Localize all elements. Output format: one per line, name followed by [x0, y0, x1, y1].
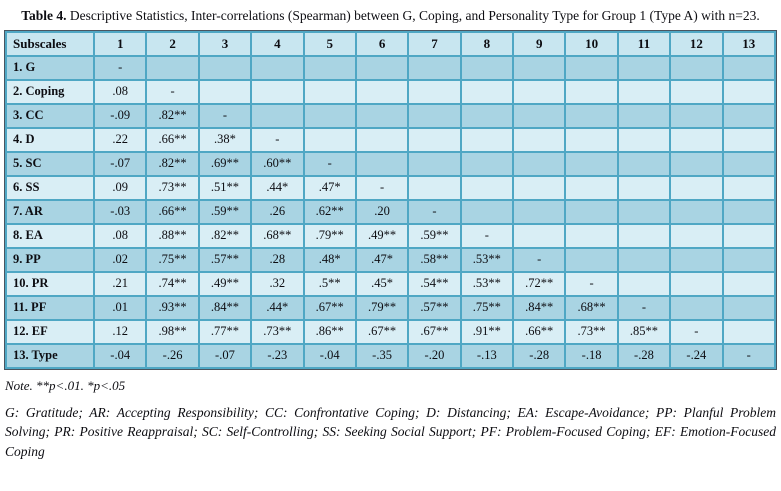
table-outer-border	[4, 30, 777, 370]
empty-cell	[356, 152, 408, 176]
empty-cell	[723, 104, 776, 128]
correlation-cell: .73**	[146, 176, 198, 200]
correlation-cell: .51**	[199, 176, 251, 200]
correlation-cell: .53**	[461, 272, 513, 296]
correlation-cell: .68**	[251, 224, 303, 248]
table-row	[6, 56, 775, 80]
empty-cell	[199, 56, 251, 80]
correlation-cell: .49**	[199, 272, 251, 296]
empty-cell	[408, 128, 460, 152]
correlation-cell: -.20	[408, 344, 460, 368]
empty-cell	[723, 320, 776, 344]
empty-cell	[618, 152, 670, 176]
row-label: 6. SS	[6, 176, 94, 200]
correlation-cell: .84**	[199, 296, 251, 320]
correlation-cell: .66**	[146, 200, 198, 224]
correlation-cell: .49**	[356, 224, 408, 248]
empty-cell	[723, 296, 776, 320]
correlation-cell: -	[461, 224, 513, 248]
correlation-cell: .47*	[304, 176, 356, 200]
correlation-cell: .82**	[199, 224, 251, 248]
correlation-cell: .08	[94, 80, 146, 104]
empty-cell	[723, 152, 776, 176]
empty-cell	[723, 56, 776, 80]
correlation-cell: .79**	[304, 224, 356, 248]
empty-cell	[618, 200, 670, 224]
correlation-cell: .84**	[513, 296, 565, 320]
row-label: 4. D	[6, 128, 94, 152]
empty-cell	[670, 56, 722, 80]
table-row	[6, 104, 775, 128]
empty-cell	[513, 176, 565, 200]
correlation-cell: .69**	[199, 152, 251, 176]
empty-cell	[565, 224, 617, 248]
correlation-cell: -	[565, 272, 617, 296]
correlation-cell: .09	[94, 176, 146, 200]
empty-cell	[461, 152, 513, 176]
correlation-cell: .60**	[251, 152, 303, 176]
table-row	[6, 80, 775, 104]
header-cell: 3	[199, 32, 251, 56]
empty-cell	[565, 248, 617, 272]
row-label: 12. EF	[6, 320, 94, 344]
empty-cell	[408, 104, 460, 128]
empty-cell	[618, 224, 670, 248]
correlation-cell: -.07	[199, 344, 251, 368]
correlation-cell: -.03	[94, 200, 146, 224]
header-cell: 10	[565, 32, 617, 56]
correlation-cell: .91**	[461, 320, 513, 344]
correlation-cell: -	[304, 152, 356, 176]
header-cell-subscales: Subscales	[6, 32, 94, 56]
empty-cell	[565, 200, 617, 224]
header-cell: 8	[461, 32, 513, 56]
table-row	[6, 128, 775, 152]
correlation-cell: -.18	[565, 344, 617, 368]
table-title-number: Table 4.	[21, 8, 67, 23]
empty-cell	[723, 224, 776, 248]
empty-cell	[618, 80, 670, 104]
correlation-cell: .74**	[146, 272, 198, 296]
correlation-cell: -	[146, 80, 198, 104]
empty-cell	[461, 56, 513, 80]
correlation-cell: -	[408, 200, 460, 224]
table-title	[0, 0, 781, 30]
empty-cell	[408, 176, 460, 200]
correlation-cell: .73**	[565, 320, 617, 344]
correlation-cell: .02	[94, 248, 146, 272]
empty-cell	[513, 152, 565, 176]
correlation-cell: .21	[94, 272, 146, 296]
empty-cell	[618, 176, 670, 200]
empty-cell	[461, 80, 513, 104]
correlation-cell: .88**	[146, 224, 198, 248]
correlation-cell: -.04	[304, 344, 356, 368]
correlation-cell: -	[723, 344, 776, 368]
correlation-cell: -	[356, 176, 408, 200]
empty-cell	[513, 224, 565, 248]
correlation-cell: .57**	[199, 248, 251, 272]
empty-cell	[565, 56, 617, 80]
correlation-cell: .77**	[199, 320, 251, 344]
correlation-cell: .5**	[304, 272, 356, 296]
empty-cell	[618, 128, 670, 152]
header-cell: 12	[670, 32, 722, 56]
empty-cell	[723, 272, 776, 296]
empty-cell	[565, 152, 617, 176]
empty-cell	[199, 80, 251, 104]
empty-cell	[513, 128, 565, 152]
correlation-cell: .59**	[408, 224, 460, 248]
correlation-cell: -.26	[146, 344, 198, 368]
table-row	[6, 152, 775, 176]
empty-cell	[461, 200, 513, 224]
empty-cell	[356, 104, 408, 128]
empty-cell	[513, 80, 565, 104]
empty-cell	[304, 80, 356, 104]
empty-cell	[461, 176, 513, 200]
empty-cell	[408, 56, 460, 80]
empty-cell	[513, 56, 565, 80]
correlation-cell: .28	[251, 248, 303, 272]
empty-cell	[461, 104, 513, 128]
correlation-cell: -	[513, 248, 565, 272]
correlation-cell: .85**	[618, 320, 670, 344]
correlation-cell: .38*	[199, 128, 251, 152]
correlation-cell: .44*	[251, 176, 303, 200]
empty-cell	[356, 80, 408, 104]
correlation-cell: .82**	[146, 152, 198, 176]
correlation-cell: .53**	[461, 248, 513, 272]
empty-cell	[565, 176, 617, 200]
correlation-cell: .01	[94, 296, 146, 320]
table-row	[6, 320, 775, 344]
correlation-cell: -.07	[94, 152, 146, 176]
correlation-cell: -	[94, 56, 146, 80]
correlation-cell: .98**	[146, 320, 198, 344]
table-row	[6, 248, 775, 272]
header-cell: 11	[618, 32, 670, 56]
empty-cell	[251, 80, 303, 104]
correlation-cell: -	[199, 104, 251, 128]
empty-cell	[461, 128, 513, 152]
empty-cell	[251, 56, 303, 80]
correlation-cell: .66**	[513, 320, 565, 344]
table-header	[6, 32, 775, 56]
header-cell: 9	[513, 32, 565, 56]
row-label: 8. EA	[6, 224, 94, 248]
empty-cell	[670, 128, 722, 152]
empty-cell	[723, 176, 776, 200]
correlation-cell: -	[670, 320, 722, 344]
empty-cell	[670, 224, 722, 248]
correlation-cell: .44*	[251, 296, 303, 320]
correlation-cell: -.23	[251, 344, 303, 368]
correlation-cell: .26	[251, 200, 303, 224]
correlation-cell: .62**	[304, 200, 356, 224]
correlation-cell: .32	[251, 272, 303, 296]
empty-cell	[618, 104, 670, 128]
correlation-table	[5, 31, 776, 369]
empty-cell	[356, 56, 408, 80]
correlation-cell: .48*	[304, 248, 356, 272]
header-cell: 7	[408, 32, 460, 56]
table-row	[6, 296, 775, 320]
row-label: 9. PP	[6, 248, 94, 272]
empty-cell	[146, 56, 198, 80]
row-label: 1. G	[6, 56, 94, 80]
row-label: 10. PR	[6, 272, 94, 296]
empty-cell	[670, 296, 722, 320]
correlation-cell: -.04	[94, 344, 146, 368]
table-row	[6, 344, 775, 368]
correlation-cell: .75**	[146, 248, 198, 272]
correlation-cell: .67**	[356, 320, 408, 344]
header-cell: 13	[723, 32, 776, 56]
correlation-cell: -.09	[94, 104, 146, 128]
correlation-cell: -.35	[356, 344, 408, 368]
row-label: 5. SC	[6, 152, 94, 176]
empty-cell	[304, 104, 356, 128]
empty-cell	[723, 248, 776, 272]
table-body	[6, 56, 775, 368]
empty-cell	[618, 272, 670, 296]
empty-cell	[618, 56, 670, 80]
correlation-cell: -.24	[670, 344, 722, 368]
correlation-cell: .82**	[146, 104, 198, 128]
empty-cell	[723, 80, 776, 104]
header-cell: 5	[304, 32, 356, 56]
header-row	[6, 32, 775, 56]
header-cell: 4	[251, 32, 303, 56]
empty-cell	[565, 80, 617, 104]
significance-note: Note. **p<.01. *p<.05	[5, 377, 126, 393]
correlation-cell: -.13	[461, 344, 513, 368]
empty-cell	[723, 128, 776, 152]
empty-cell	[670, 176, 722, 200]
correlation-cell: .54**	[408, 272, 460, 296]
correlation-cell: .22	[94, 128, 146, 152]
correlation-cell: -	[618, 296, 670, 320]
empty-cell	[304, 128, 356, 152]
empty-cell	[304, 56, 356, 80]
row-label: 3. CC	[6, 104, 94, 128]
correlation-cell: .67**	[408, 320, 460, 344]
correlation-cell: .86**	[304, 320, 356, 344]
row-label: 13. Type	[6, 344, 94, 368]
header-cell: 6	[356, 32, 408, 56]
empty-cell	[356, 128, 408, 152]
table-row	[6, 224, 775, 248]
correlation-cell: .58**	[408, 248, 460, 272]
table-row	[6, 272, 775, 296]
correlation-cell: .59**	[199, 200, 251, 224]
correlation-cell: .08	[94, 224, 146, 248]
header-cell: 1	[94, 32, 146, 56]
empty-cell	[251, 104, 303, 128]
correlation-cell: .72**	[513, 272, 565, 296]
row-label: 11. PF	[6, 296, 94, 320]
correlation-cell: .73**	[251, 320, 303, 344]
empty-cell	[618, 248, 670, 272]
correlation-cell: .12	[94, 320, 146, 344]
correlation-cell: .57**	[408, 296, 460, 320]
correlation-cell: .45*	[356, 272, 408, 296]
empty-cell	[513, 200, 565, 224]
correlation-cell: .79**	[356, 296, 408, 320]
correlation-cell: -.28	[513, 344, 565, 368]
empty-cell	[670, 272, 722, 296]
empty-cell	[513, 104, 565, 128]
empty-cell	[670, 104, 722, 128]
correlation-cell: .20	[356, 200, 408, 224]
table-row	[6, 176, 775, 200]
empty-cell	[408, 152, 460, 176]
empty-cell	[408, 80, 460, 104]
table-title-text: Descriptive Statistics, Inter-correlations (Spearman) between G, Coping, and Personality Type for Group 1 (Type A) with n=23.	[66, 8, 760, 23]
correlation-cell: .66**	[146, 128, 198, 152]
abbreviations-legend: G: Gratitude; AR: Accepting Responsibility; CC: Confrontative Coping; D: Distancing; EA: Escape-Avoidance; PP: Planful Problem Solving; PR: Positive Reappraisal; SC: Self-Controlling; SS: Seeking Social Support; PF: Problem-Focused Coping; EF: Emotion-Focused Coping	[5, 404, 776, 459]
correlation-cell: .93**	[146, 296, 198, 320]
empty-cell	[670, 248, 722, 272]
correlation-cell: .68**	[565, 296, 617, 320]
correlation-cell: -.28	[618, 344, 670, 368]
empty-cell	[723, 200, 776, 224]
row-label: 7. AR	[6, 200, 94, 224]
empty-cell	[670, 200, 722, 224]
correlation-cell: .75**	[461, 296, 513, 320]
row-label: 2. Coping	[6, 80, 94, 104]
empty-cell	[670, 80, 722, 104]
correlation-cell: .47*	[356, 248, 408, 272]
correlation-cell: -	[251, 128, 303, 152]
table-row	[6, 200, 775, 224]
empty-cell	[670, 152, 722, 176]
empty-cell	[565, 128, 617, 152]
header-cell: 2	[146, 32, 198, 56]
correlation-cell: .67**	[304, 296, 356, 320]
empty-cell	[565, 104, 617, 128]
